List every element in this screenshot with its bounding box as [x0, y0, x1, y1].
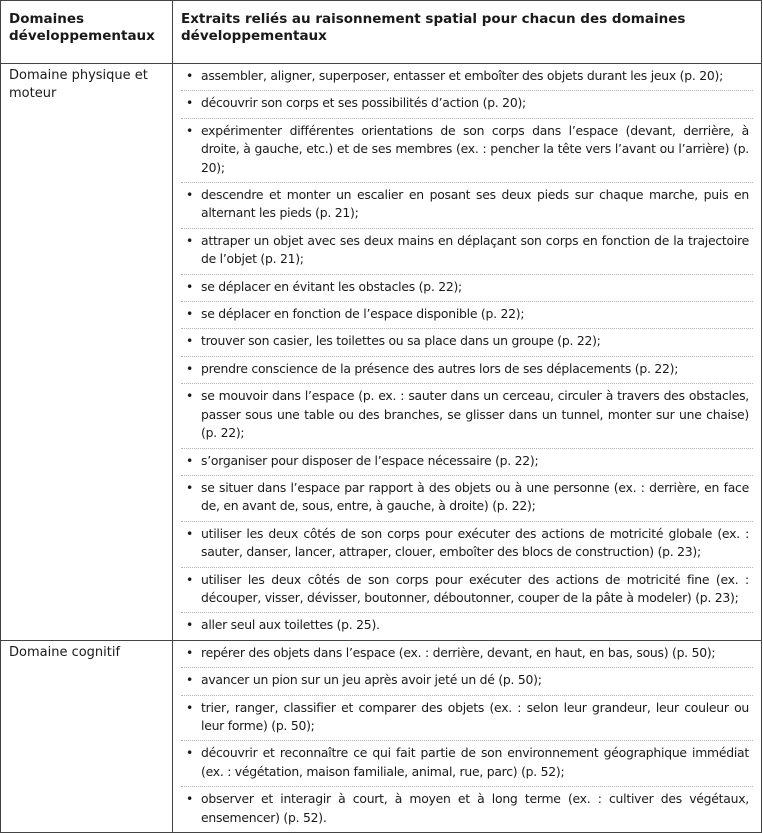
header-domains: Domaines développementaux: [1, 1, 173, 64]
list-item: [181, 183, 753, 229]
list-item: [181, 449, 753, 476]
list-item-text: découvrir et reconnaître ce qui fait partie de son environnement géographique immédiat (ex. : végétation, maison familiale, animal, rue, parc) (p. 52);: [201, 745, 749, 779]
bullet-icon: •: [186, 791, 194, 807]
excerpt-list: [181, 64, 753, 640]
list-item: [181, 696, 753, 742]
bullet-icon: •: [186, 525, 194, 541]
bullet-icon: •: [186, 95, 194, 111]
list-item-text: descendre et monter un escalier en posant ses deux pieds sur chaque marche, puis en alternant les pieds (p. 21);: [201, 187, 749, 221]
list-item-text: prendre conscience de la présence des autres lors de ses déplacements (p. 22);: [201, 360, 679, 376]
bullet-icon: •: [186, 232, 194, 248]
list-item-text: se déplacer en évitant les obstacles (p. 22);: [201, 278, 462, 294]
list-item: [181, 613, 753, 639]
list-item: [181, 119, 753, 183]
excerpt-cell: [173, 640, 762, 832]
list-item-text: se mouvoir dans l’espace (p. ex. : sauter dans un cerceau, circuler à travers des obstacles, passer sous une table ou des branches, se glisser dans un tunnel, monter sur une chaise) (p. 22);: [201, 388, 749, 441]
list-item: [181, 384, 753, 448]
bullet-icon: •: [186, 571, 194, 587]
list-item: [181, 787, 753, 832]
excerpt-cell: [173, 64, 762, 641]
list-item-text: aller seul aux toilettes (p. 25).: [201, 617, 380, 633]
list-item: [181, 357, 753, 384]
list-item-text: utiliser les deux côtés de son corps pour exécuter des actions de motricité fine (ex. : découper, visser, dévisser, boutonner, déboutonner, couper de la pâte à modeler) (p. 23);: [201, 571, 749, 605]
list-item-text: trier, ranger, classifier et comparer des objets (ex. : selon leur grandeur, leur couleur ou leur forme) (p. 50);: [201, 699, 749, 733]
list-item-text: se situer dans l’espace par rapport à des objets ou à une personne (ex. : derrière, en face de, en avant de, sous, entre, à gauche, à droite) (p. 22);: [201, 479, 749, 514]
bullet-icon: •: [186, 644, 194, 660]
list-item: [181, 64, 753, 91]
list-item: [181, 641, 753, 668]
bullet-icon: •: [186, 617, 194, 633]
header-excerpts: Extraits reliés au raisonnement spatial pour chacun des domaines développementaux: [173, 1, 762, 64]
list-item-text: attraper un objet avec ses deux mains en déplaçant son corps en fonction de la trajectoire de l’objet (p. 21);: [201, 232, 749, 267]
header-row: [1, 1, 762, 64]
bullet-icon: •: [186, 306, 194, 322]
list-item-text: repérer des objets dans l’espace (ex. : derrière, devant, en haut, en bas, sous) (p. 50);: [201, 644, 716, 660]
list-item-text: utiliser les deux côtés de son corps pour exécuter des actions de motricité globale (ex. : sauter, danser, lancer, attraper, clouer, emboîter des blocs de construction) (p. 23);: [201, 525, 749, 560]
list-item: [181, 91, 753, 118]
list-item: [181, 275, 753, 302]
list-item: [181, 741, 753, 787]
list-item-text: se déplacer en fonction de l’espace disponible (p. 22);: [201, 306, 525, 322]
bullet-icon: •: [186, 187, 194, 203]
bullet-icon: •: [186, 672, 194, 688]
bullet-icon: •: [186, 122, 194, 138]
bullet-icon: •: [186, 278, 194, 294]
list-item: [181, 229, 753, 275]
bullet-icon: •: [186, 699, 194, 715]
list-item: [181, 302, 753, 329]
row-cognitive: [1, 640, 762, 832]
bullet-icon: •: [186, 479, 194, 495]
excerpt-list: [181, 641, 753, 832]
bullet-icon: •: [186, 333, 194, 349]
list-item: [181, 568, 753, 614]
bullet-icon: •: [186, 388, 194, 404]
list-item-text: trouver son casier, les toilettes ou sa place dans un groupe (p. 22);: [201, 333, 601, 349]
list-item: [181, 329, 753, 356]
list-item-text: assembler, aligner, superposer, entasser et emboîter des objets durant les jeux (p. 20);: [201, 68, 723, 83]
list-item-text: expérimenter différentes orientations de son corps dans l’espace (devant, derrière, à droite, à gauche, etc.) et de ses membres (ex. : pencher la tête vers l’avant ou l’arrière) (p. 20);: [201, 122, 749, 175]
row-physical-motor: [1, 64, 762, 641]
list-item-text: découvrir son corps et ses possibilités d’action (p. 20);: [201, 95, 526, 111]
bullet-icon: •: [186, 452, 194, 468]
list-item: [181, 476, 753, 522]
bullet-icon: •: [186, 745, 194, 761]
list-item-text: observer et interagir à court, à moyen et à long terme (ex. : cultiver des végétaux, ensemencer) (p. 52).: [201, 791, 749, 825]
bullet-icon: •: [186, 360, 194, 376]
domain-label: Domaine cognitif: [1, 640, 173, 832]
list-item-text: s’organiser pour disposer de l’espace nécessaire (p. 22);: [201, 452, 539, 468]
list-item: [181, 668, 753, 695]
domain-label: Domaine physique et moteur: [1, 64, 173, 641]
list-item: [181, 522, 753, 568]
list-item-text: avancer un pion sur un jeu après avoir jeté un dé (p. 50);: [201, 672, 542, 688]
bullet-icon: •: [186, 68, 194, 83]
